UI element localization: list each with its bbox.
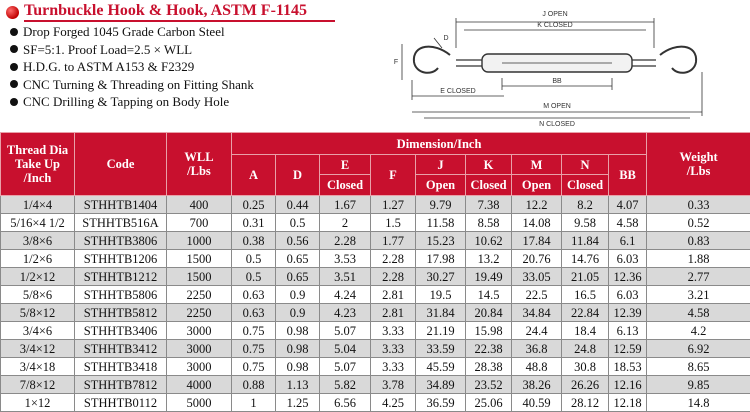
table-cell: STHHTB1404 — [75, 196, 167, 214]
table-cell: 2.81 — [371, 286, 416, 304]
table-cell: 3.33 — [371, 358, 416, 376]
table-cell: 6.1 — [609, 232, 647, 250]
table-cell: 5/8×6 — [1, 286, 75, 304]
table-cell: 19.5 — [416, 286, 466, 304]
table-cell: 17.98 — [416, 250, 466, 268]
table-cell: 1.67 — [320, 196, 371, 214]
table-cell: 14.76 — [562, 250, 609, 268]
table-cell: 1500 — [167, 250, 232, 268]
table-cell: 0.5 — [276, 214, 320, 232]
n-closed-label: N CLOSED — [539, 121, 575, 128]
table-cell: 0.5 — [232, 250, 276, 268]
table-cell: 6.13 — [609, 322, 647, 340]
e-closed-label: E CLOSED — [440, 88, 475, 95]
col-a-header: A — [232, 155, 276, 196]
table-cell: 5/8×12 — [1, 304, 75, 322]
table-body — [1, 196, 750, 412]
table-cell: 0.9 — [276, 286, 320, 304]
table-cell: 4.25 — [371, 394, 416, 412]
table-cell: 30.27 — [416, 268, 466, 286]
table-cell: 3000 — [167, 322, 232, 340]
table-cell: 3000 — [167, 340, 232, 358]
table-cell: STHHTB1206 — [75, 250, 167, 268]
table-cell: STHHTB0112 — [75, 394, 167, 412]
table-cell: 0.9 — [276, 304, 320, 322]
table-cell: 6.56 — [320, 394, 371, 412]
col-k-header: K — [466, 155, 512, 175]
thread-dia-header: Thread Dia Take Up /Inch — [1, 133, 75, 196]
table-cell: 2.28 — [371, 268, 416, 286]
red-bullet-icon — [6, 6, 19, 19]
col-bb-header: BB — [609, 155, 647, 196]
table-cell: 1.13 — [276, 376, 320, 394]
table-cell: STHHTB5806 — [75, 286, 167, 304]
table-cell: 38.26 — [512, 376, 562, 394]
bullet-icon — [10, 45, 18, 53]
d-label: D — [443, 35, 448, 42]
table-cell: 11.84 — [562, 232, 609, 250]
table-cell: 5.07 — [320, 358, 371, 376]
table-cell: 0.31 — [232, 214, 276, 232]
table-cell: 0.33 — [647, 196, 750, 214]
table-cell: 3.33 — [371, 340, 416, 358]
table-row — [1, 232, 750, 250]
table-cell: 3/8×6 — [1, 232, 75, 250]
table-cell: 3/4×18 — [1, 358, 75, 376]
table-cell: 14.08 — [512, 214, 562, 232]
table-cell: 0.5 — [232, 268, 276, 286]
code-header: Code — [75, 133, 167, 196]
table-cell: 3/4×12 — [1, 340, 75, 358]
table-cell: 14.8 — [647, 394, 750, 412]
table-row — [1, 376, 750, 394]
table-cell: STHHTB3412 — [75, 340, 167, 358]
table-cell: 0.56 — [276, 232, 320, 250]
table-row — [1, 250, 750, 268]
table-cell: 33.59 — [416, 340, 466, 358]
table-cell: 8.65 — [647, 358, 750, 376]
product-header — [0, 0, 750, 132]
spec-item — [10, 76, 254, 94]
table-cell: 4.58 — [609, 214, 647, 232]
table-cell: 0.63 — [232, 304, 276, 322]
table-cell: 4.2 — [647, 322, 750, 340]
table-row — [1, 286, 750, 304]
table-cell: 40.59 — [512, 394, 562, 412]
page-title: Turnbuckle Hook & Hook, ASTM F-1145 — [24, 2, 335, 22]
table-cell: 0.65 — [276, 250, 320, 268]
table-cell: 0.52 — [647, 214, 750, 232]
m-open-label: M OPEN — [543, 103, 571, 110]
table-cell: 1.27 — [371, 196, 416, 214]
table-cell: 22.38 — [466, 340, 512, 358]
table-cell: 24.8 — [562, 340, 609, 358]
table-row — [1, 394, 750, 412]
table-cell: 5.82 — [320, 376, 371, 394]
table-cell: 17.84 — [512, 232, 562, 250]
spec-table — [0, 132, 750, 412]
bullet-icon — [10, 80, 18, 88]
table-cell: 12.59 — [609, 340, 647, 358]
col-f-header: F — [371, 155, 416, 196]
table-cell: 34.89 — [416, 376, 466, 394]
right-hook-shape — [660, 47, 696, 73]
table-cell: 2.77 — [647, 268, 750, 286]
col-k-sub-header: Closed — [466, 175, 512, 196]
left-hook-shape — [414, 47, 450, 73]
table-cell: 21.05 — [562, 268, 609, 286]
table-cell: 22.84 — [562, 304, 609, 322]
table-cell: 0.44 — [276, 196, 320, 214]
table-cell: 48.8 — [512, 358, 562, 376]
table-cell: STHHTB5812 — [75, 304, 167, 322]
table-cell: 12.36 — [609, 268, 647, 286]
table-cell: 0.38 — [232, 232, 276, 250]
col-j-header: J — [416, 155, 466, 175]
table-cell: 11.58 — [416, 214, 466, 232]
table-cell: 22.5 — [512, 286, 562, 304]
col-m-sub-header: Open — [512, 175, 562, 196]
table-cell: 1/2×12 — [1, 268, 75, 286]
title-row — [6, 2, 335, 22]
table-cell: 0.75 — [232, 340, 276, 358]
table-cell: 21.19 — [416, 322, 466, 340]
table-cell: 0.75 — [232, 358, 276, 376]
table-cell: STHHTB3418 — [75, 358, 167, 376]
col-j-sub-header: Open — [416, 175, 466, 196]
table-cell: STHHTB7812 — [75, 376, 167, 394]
table-cell: 2250 — [167, 286, 232, 304]
table-cell: 18.4 — [562, 322, 609, 340]
table-cell: 12.39 — [609, 304, 647, 322]
table-cell: 3.53 — [320, 250, 371, 268]
table-cell: 28.12 — [562, 394, 609, 412]
table-cell: 8.2 — [562, 196, 609, 214]
weight-header: Weight /Lbs — [647, 133, 750, 196]
table-cell: 1×12 — [1, 394, 75, 412]
table-cell: 1/2×6 — [1, 250, 75, 268]
table-cell: 20.76 — [512, 250, 562, 268]
table-cell: 5.07 — [320, 322, 371, 340]
table-cell: 18.53 — [609, 358, 647, 376]
table-cell: 1.77 — [371, 232, 416, 250]
table-cell: 8.58 — [466, 214, 512, 232]
table-cell: 1.25 — [276, 394, 320, 412]
spec-item — [10, 93, 254, 111]
table-cell: 9.58 — [562, 214, 609, 232]
table-cell: 4000 — [167, 376, 232, 394]
table-cell: 0.98 — [276, 358, 320, 376]
bullet-icon — [10, 98, 18, 106]
table-cell: STHHTB516A — [75, 214, 167, 232]
spec-text: SF=5:1. Proof Load=2.5 × WLL — [23, 41, 192, 59]
table-cell: 28.38 — [466, 358, 512, 376]
col-e-sub-header: Closed — [320, 175, 371, 196]
table-cell: 4.58 — [647, 304, 750, 322]
table-cell: 400 — [167, 196, 232, 214]
col-m-header: M — [512, 155, 562, 175]
table-cell: 19.49 — [466, 268, 512, 286]
spec-text: H.D.G. to ASTM A153 & F2329 — [23, 58, 194, 76]
table-cell: 1.88 — [647, 250, 750, 268]
table-cell: 1/4×4 — [1, 196, 75, 214]
bullet-icon — [10, 63, 18, 71]
table-row — [1, 268, 750, 286]
table-cell: 3000 — [167, 358, 232, 376]
table-cell: 24.4 — [512, 322, 562, 340]
spec-item — [10, 58, 254, 76]
table-cell: 3.78 — [371, 376, 416, 394]
table-cell: 16.5 — [562, 286, 609, 304]
table-cell: 5.04 — [320, 340, 371, 358]
table-cell: 7.38 — [466, 196, 512, 214]
table-cell: 12.2 — [512, 196, 562, 214]
table-cell: 1.5 — [371, 214, 416, 232]
table-cell: 0.75 — [232, 322, 276, 340]
table-cell: 31.84 — [416, 304, 466, 322]
table-cell: 34.84 — [512, 304, 562, 322]
table-row — [1, 340, 750, 358]
bb-label: BB — [552, 78, 562, 85]
table-cell: 3.51 — [320, 268, 371, 286]
dimension-header: Dimension/Inch — [232, 133, 647, 155]
table-cell: 9.79 — [416, 196, 466, 214]
table-cell: 3.33 — [371, 322, 416, 340]
table-cell: 3/4×6 — [1, 322, 75, 340]
table-cell: 0.98 — [276, 340, 320, 358]
table-row — [1, 214, 750, 232]
table-cell: 20.84 — [466, 304, 512, 322]
table-cell: 33.05 — [512, 268, 562, 286]
table-cell: 45.59 — [416, 358, 466, 376]
table-row — [1, 322, 750, 340]
col-n-sub-header: Closed — [562, 175, 609, 196]
table-cell: 25.06 — [466, 394, 512, 412]
f-label: F — [394, 59, 398, 66]
table-cell: STHHTB3806 — [75, 232, 167, 250]
table-cell: 4.23 — [320, 304, 371, 322]
table-cell: 9.85 — [647, 376, 750, 394]
table-cell: 2.28 — [371, 250, 416, 268]
table-cell: 700 — [167, 214, 232, 232]
table-cell: 0.88 — [232, 376, 276, 394]
turnbuckle-drawing — [384, 0, 750, 132]
table-cell: 3.21 — [647, 286, 750, 304]
spec-text: CNC Drilling & Tapping on Body Hole — [23, 93, 229, 111]
table-cell: 5000 — [167, 394, 232, 412]
table-row — [1, 304, 750, 322]
col-d-header: D — [276, 155, 320, 196]
table-cell: 5/16×4 1/2 — [1, 214, 75, 232]
table-cell: STHHTB3406 — [75, 322, 167, 340]
spec-text: Drop Forged 1045 Grade Carbon Steel — [23, 23, 225, 41]
table-cell: 2 — [320, 214, 371, 232]
table-cell: 12.16 — [609, 376, 647, 394]
table-cell: 26.26 — [562, 376, 609, 394]
spec-item — [10, 23, 254, 41]
table-cell: 0.63 — [232, 286, 276, 304]
table-cell: 1 — [232, 394, 276, 412]
table-cell: 36.59 — [416, 394, 466, 412]
table-cell: 14.5 — [466, 286, 512, 304]
table-cell: 1500 — [167, 268, 232, 286]
table-row — [1, 196, 750, 214]
table-cell: 36.8 — [512, 340, 562, 358]
spec-list — [10, 23, 254, 111]
table-cell: 2.28 — [320, 232, 371, 250]
table-cell: 10.62 — [466, 232, 512, 250]
table-cell: 1000 — [167, 232, 232, 250]
table-cell: 23.52 — [466, 376, 512, 394]
table-cell: 6.92 — [647, 340, 750, 358]
table-cell: 2250 — [167, 304, 232, 322]
spec-item — [10, 41, 254, 59]
wll-header: WLL /Lbs — [167, 133, 232, 196]
table-cell: 7/8×12 — [1, 376, 75, 394]
table-cell: 0.83 — [647, 232, 750, 250]
table-cell: 4.24 — [320, 286, 371, 304]
table-cell: 30.8 — [562, 358, 609, 376]
table-cell: 0.98 — [276, 322, 320, 340]
table-cell: 2.81 — [371, 304, 416, 322]
col-n-header: N — [562, 155, 609, 175]
bullet-icon — [10, 28, 18, 36]
table-cell: 13.2 — [466, 250, 512, 268]
table-cell: STHHTB1212 — [75, 268, 167, 286]
j-open-label: J OPEN — [542, 11, 567, 18]
table-cell: 15.98 — [466, 322, 512, 340]
table-cell: 6.03 — [609, 250, 647, 268]
k-closed-label: K CLOSED — [537, 22, 572, 29]
table-cell: 12.18 — [609, 394, 647, 412]
table-cell: 4.07 — [609, 196, 647, 214]
table-cell: 0.65 — [276, 268, 320, 286]
col-e-header: E — [320, 155, 371, 175]
table-row — [1, 358, 750, 376]
spec-text: CNC Turning & Threading on Fitting Shank — [23, 76, 254, 94]
table-cell: 0.25 — [232, 196, 276, 214]
table-cell: 6.03 — [609, 286, 647, 304]
table-cell: 15.23 — [416, 232, 466, 250]
